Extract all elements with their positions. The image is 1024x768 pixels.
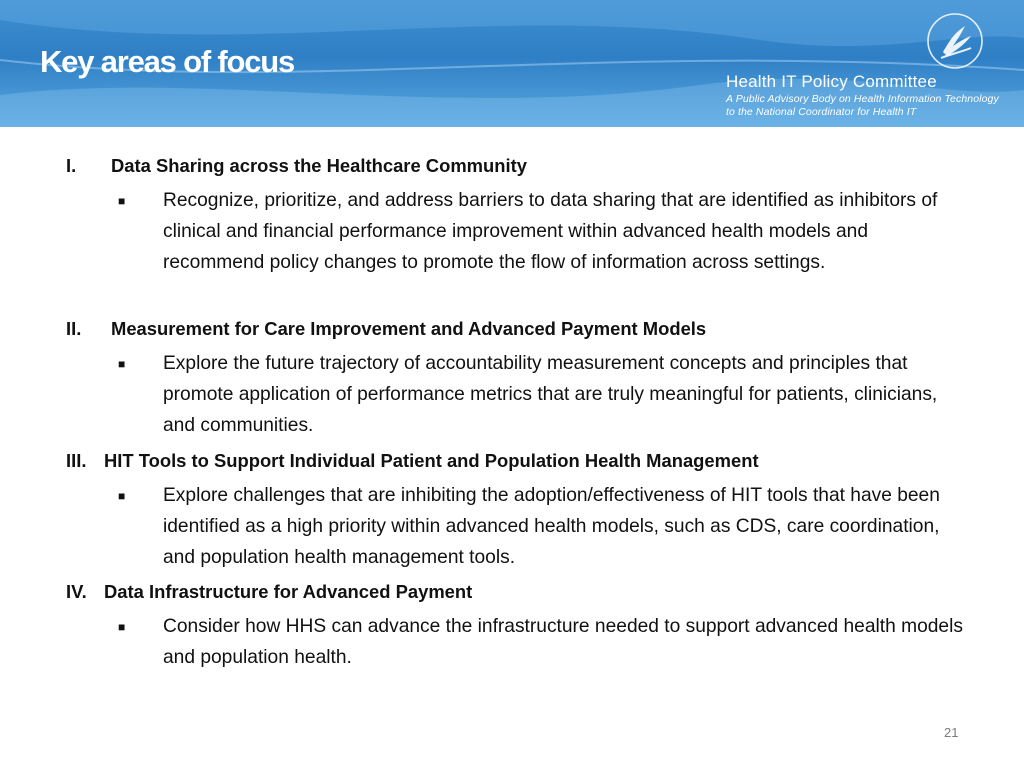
- bullet-text: Recognize, prioritize, and address barriers to data sharing that are identified as inhibitors of clinical and financial performance improvement within advanced health models and recommend policy changes to promote the flow of information across settings.: [163, 190, 938, 273]
- bullet-text: Explore challenges that are inhibiting the adoption/effectiveness of HIT tools that have been identified as a high priority within advanced health models, such as CDS, care coordination, and population health management tools.: [163, 485, 940, 568]
- bullet-text: Consider how HHS can advance the infrastructure needed to support advanced health models and population health.: [163, 616, 963, 668]
- slide-header: [0, 0, 1024, 127]
- page-number: 21: [944, 725, 959, 740]
- section-title: HIT Tools to Support Individual Patient and Population Health Management: [104, 450, 759, 471]
- bullet-icon: ■: [118, 194, 126, 208]
- bullet-icon: ■: [118, 620, 126, 634]
- section-number: II.: [66, 318, 82, 339]
- section-title: Measurement for Care Improvement and Advanced Payment Models: [111, 318, 707, 339]
- section-number: IV.: [66, 581, 87, 602]
- bullet-icon: ■: [118, 357, 126, 371]
- page-title: Key areas of focus: [40, 44, 295, 79]
- bullet-text: Explore the future trajectory of accountability measurement concepts and principles that promote application of performance metrics that are truly meaningful for patients, clinicians, and communities.: [163, 353, 938, 436]
- org-subtitle-line2: to the National Coordinator for Health IT: [726, 106, 917, 118]
- section-title: Data Sharing across the Healthcare Community: [111, 155, 527, 176]
- bullet-icon: ■: [118, 489, 126, 503]
- section-title: Data Infrastructure for Advanced Payment: [104, 581, 473, 602]
- org-name: Health IT Policy Committee: [726, 72, 937, 91]
- org-subtitle-line1: A Public Advisory Body on Health Information Technology: [726, 93, 999, 105]
- hhs-eagle-icon: [923, 12, 987, 70]
- section-number: I.: [66, 155, 77, 176]
- section-number: III.: [66, 450, 87, 471]
